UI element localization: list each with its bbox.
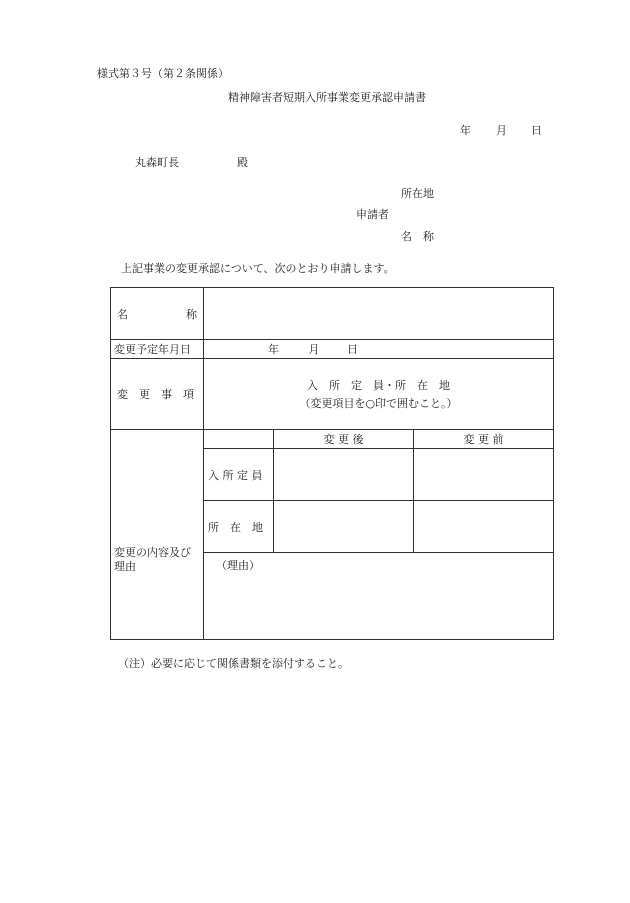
change-date-label: 変更予定年月日 <box>111 340 204 359</box>
col-after-header: 変 更 後 <box>274 430 414 449</box>
capacity-after-cell[interactable] <box>274 449 414 501</box>
intro-text: 上記事業の変更承認について、次のとおり申請します。 <box>121 262 395 275</box>
change-items-value-cell[interactable] <box>204 359 554 430</box>
date-month: 月 <box>496 124 507 137</box>
name-label-b: 称 <box>186 307 197 321</box>
name-value-cell[interactable] <box>204 288 554 340</box>
change-items-label: 変 更 事 項 <box>111 359 204 430</box>
reason-cell[interactable] <box>204 553 554 640</box>
application-table <box>110 287 554 640</box>
change-date-value-cell[interactable] <box>204 340 554 359</box>
date-day: 日 <box>531 124 542 137</box>
document-title: 精神障害者短期入所事業変更承認申請書 <box>228 91 426 104</box>
addressee-town-head: 丸森町長 <box>135 156 179 169</box>
header-blank-cell <box>204 430 274 449</box>
capacity-before-cell[interactable] <box>414 449 554 501</box>
date-year: 年 <box>460 124 471 137</box>
change-date-year: 年 <box>268 343 279 356</box>
change-items-note: （変更項目を○印で囲むこと。） <box>299 397 458 410</box>
content-label-text: 変更の内容及び理由 <box>114 545 191 573</box>
applicant-address-label: 所在地 <box>401 187 434 200</box>
col-before-header: 変 更 前 <box>414 430 554 449</box>
row-location-label: 所 在 地 <box>204 501 274 553</box>
location-before-cell[interactable] <box>414 501 554 553</box>
applicant-name-label: 名 称 <box>401 230 434 243</box>
content-label <box>111 430 204 640</box>
change-date-month: 月 <box>308 343 320 356</box>
name-label-a: 名 <box>117 307 128 321</box>
applicant-label: 申請者 <box>356 208 389 221</box>
location-after-cell[interactable] <box>274 501 414 553</box>
change-items-options: 入 所 定 員・所 在 地 <box>307 379 450 392</box>
name-label-cell <box>111 288 204 340</box>
footnote: （注）必要に応じて関係書類を添付すること。 <box>118 657 349 670</box>
change-date-day: 日 <box>347 343 358 356</box>
row-capacity-label: 入 所 定 員 <box>204 449 274 501</box>
addressee-honorific: 殿 <box>237 156 248 169</box>
reason-label: （理由） <box>216 559 260 572</box>
form-number: 様式第３号（第２条関係） <box>97 67 229 80</box>
